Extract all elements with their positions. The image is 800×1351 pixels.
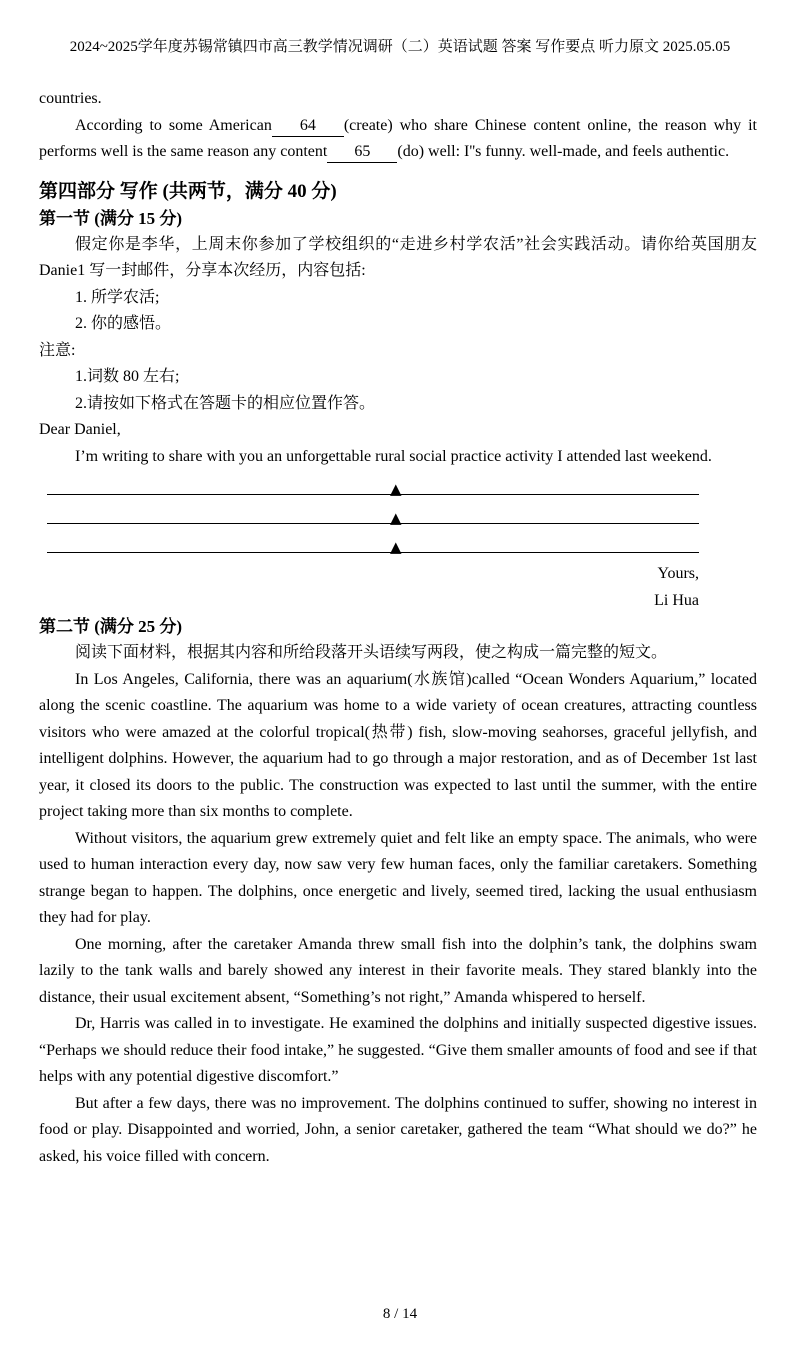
page-header: 2024~2025学年度苏锡常镇四市高三教学情况调研（二）英语试题 答案 写作要点 听力原文 2025.05.05 [69,39,731,55]
story-paragraph-4: Dr, Harris was called in to investigate. He examined the dolphins and initially suspected digestive issues. “Perhaps we should reduce their food intake,” he suggested. “Give them smaller amounts of food and see if that helps with any potential digestive discomfort.” [39,1015,757,1085]
letter-greeting: Dear Daniel, [39,421,121,438]
section2-title: 第二节 (满分 25 分) [39,617,183,636]
story-paragraph-1: In Los Angeles, California, there was an aquarium(水族馆)called “Ocean Wonders Aquarium,” located along the scenic coastline. The aquarium was home to a wide variety of ocean creatures, attracting countless visitors who were amazed at the colorful tropical(热带) fish, slow-moving seahorses, graceful jellyfish, and intelligent dolphins. However, the aquarium had to go through a major restoration, and as of December 1st last year, it closed its doors to the public. The construction was expected to last until the summer, with the entire project taking more than six months to complete. [39,670,757,820]
letter-signature: Li Hua [654,591,699,609]
note-label: 注意: [39,341,76,359]
triangle-marker-icon: ▲ [390,509,402,527]
writing-rule [47,523,699,524]
writing-rule [47,552,699,553]
writing-line-2 [47,499,699,528]
section1-prompt: 假定你是李华，上周末你参加了学校组织的“走进乡村学农活”社会实践活动。请你给英国朋友 Danie1 写一封邮件，分享本次经历，内容包括: [39,235,757,279]
triangle-marker-icon: ▲ [390,480,402,498]
writing-line-3 [47,528,699,557]
writing-rule [47,494,699,495]
continuation-text: countries. [39,90,102,107]
note-item-1: 1.词数 80 左右; [75,368,180,385]
cloze-text-1: According to some American [75,116,272,134]
story-paragraph-2: Without visitors, the aquarium grew extremely quiet and felt like an empty space. The animals, who were used to human interaction every day, now saw very few human faces, only the familiar caretakers. Something strange began to happen. The dolphins, once energetic and lively, seemed tired, lacking the usual enthusiasm they had for play. [39,829,757,926]
section1-title: 第一节 (满分 15 分) [39,208,183,228]
blank-64: 64 [272,116,344,137]
prompt-item-1: 1. 所学农活; [75,288,160,306]
triangle-marker-icon: ▲ [390,538,402,556]
cloze-paragraph [39,113,757,166]
page-content [39,86,757,1170]
cloze-text-2: (create) who share Chinese content online, the reason why it performs well is the same reason any content [39,116,757,160]
letter-closing: Yours, [657,565,699,582]
note-item-2: 2.请按如下格式在答题卡的相应位置作答。 [75,394,376,412]
letter-opening: I’m writing to share with you an unforgettable rural social practice activity I attended last weekend. [75,447,712,465]
cloze-text-3: (do) well: I''s funny. well-made, and feels authentic. [397,143,730,160]
prompt-item-2: 2. 你的感悟。 [75,315,172,332]
blank-65: 65 [327,142,397,163]
part4-title: 第四部分 写作 (共两节，满分 40 分) [39,180,337,202]
writing-line-1 [47,470,699,499]
section2-instruction: 阅读下面材料，根据其内容和所给段落开头语续写两段，使之构成一篇完整的短文。 [75,644,668,661]
page-number: 8 / 14 [382,1306,418,1322]
story-paragraph-5: But after a few days, there was no improvement. The dolphins continued to suffer, showing no interest in food or play. Disappointed and worried, John, a senior caretaker, gathered the team “What should we do?” he asked, his voice filled with concern. [39,1094,757,1165]
story-paragraph-3: One morning, after the caretaker Amanda threw small fish into the dolphin’s tank, the dolphins swam lazily to the tank walls and barely showed any interest in their favorite meals. They stared blankly into the distance, their usual excitement absent, “Something’s not right,” Amanda whispered to herself. [39,935,757,1006]
